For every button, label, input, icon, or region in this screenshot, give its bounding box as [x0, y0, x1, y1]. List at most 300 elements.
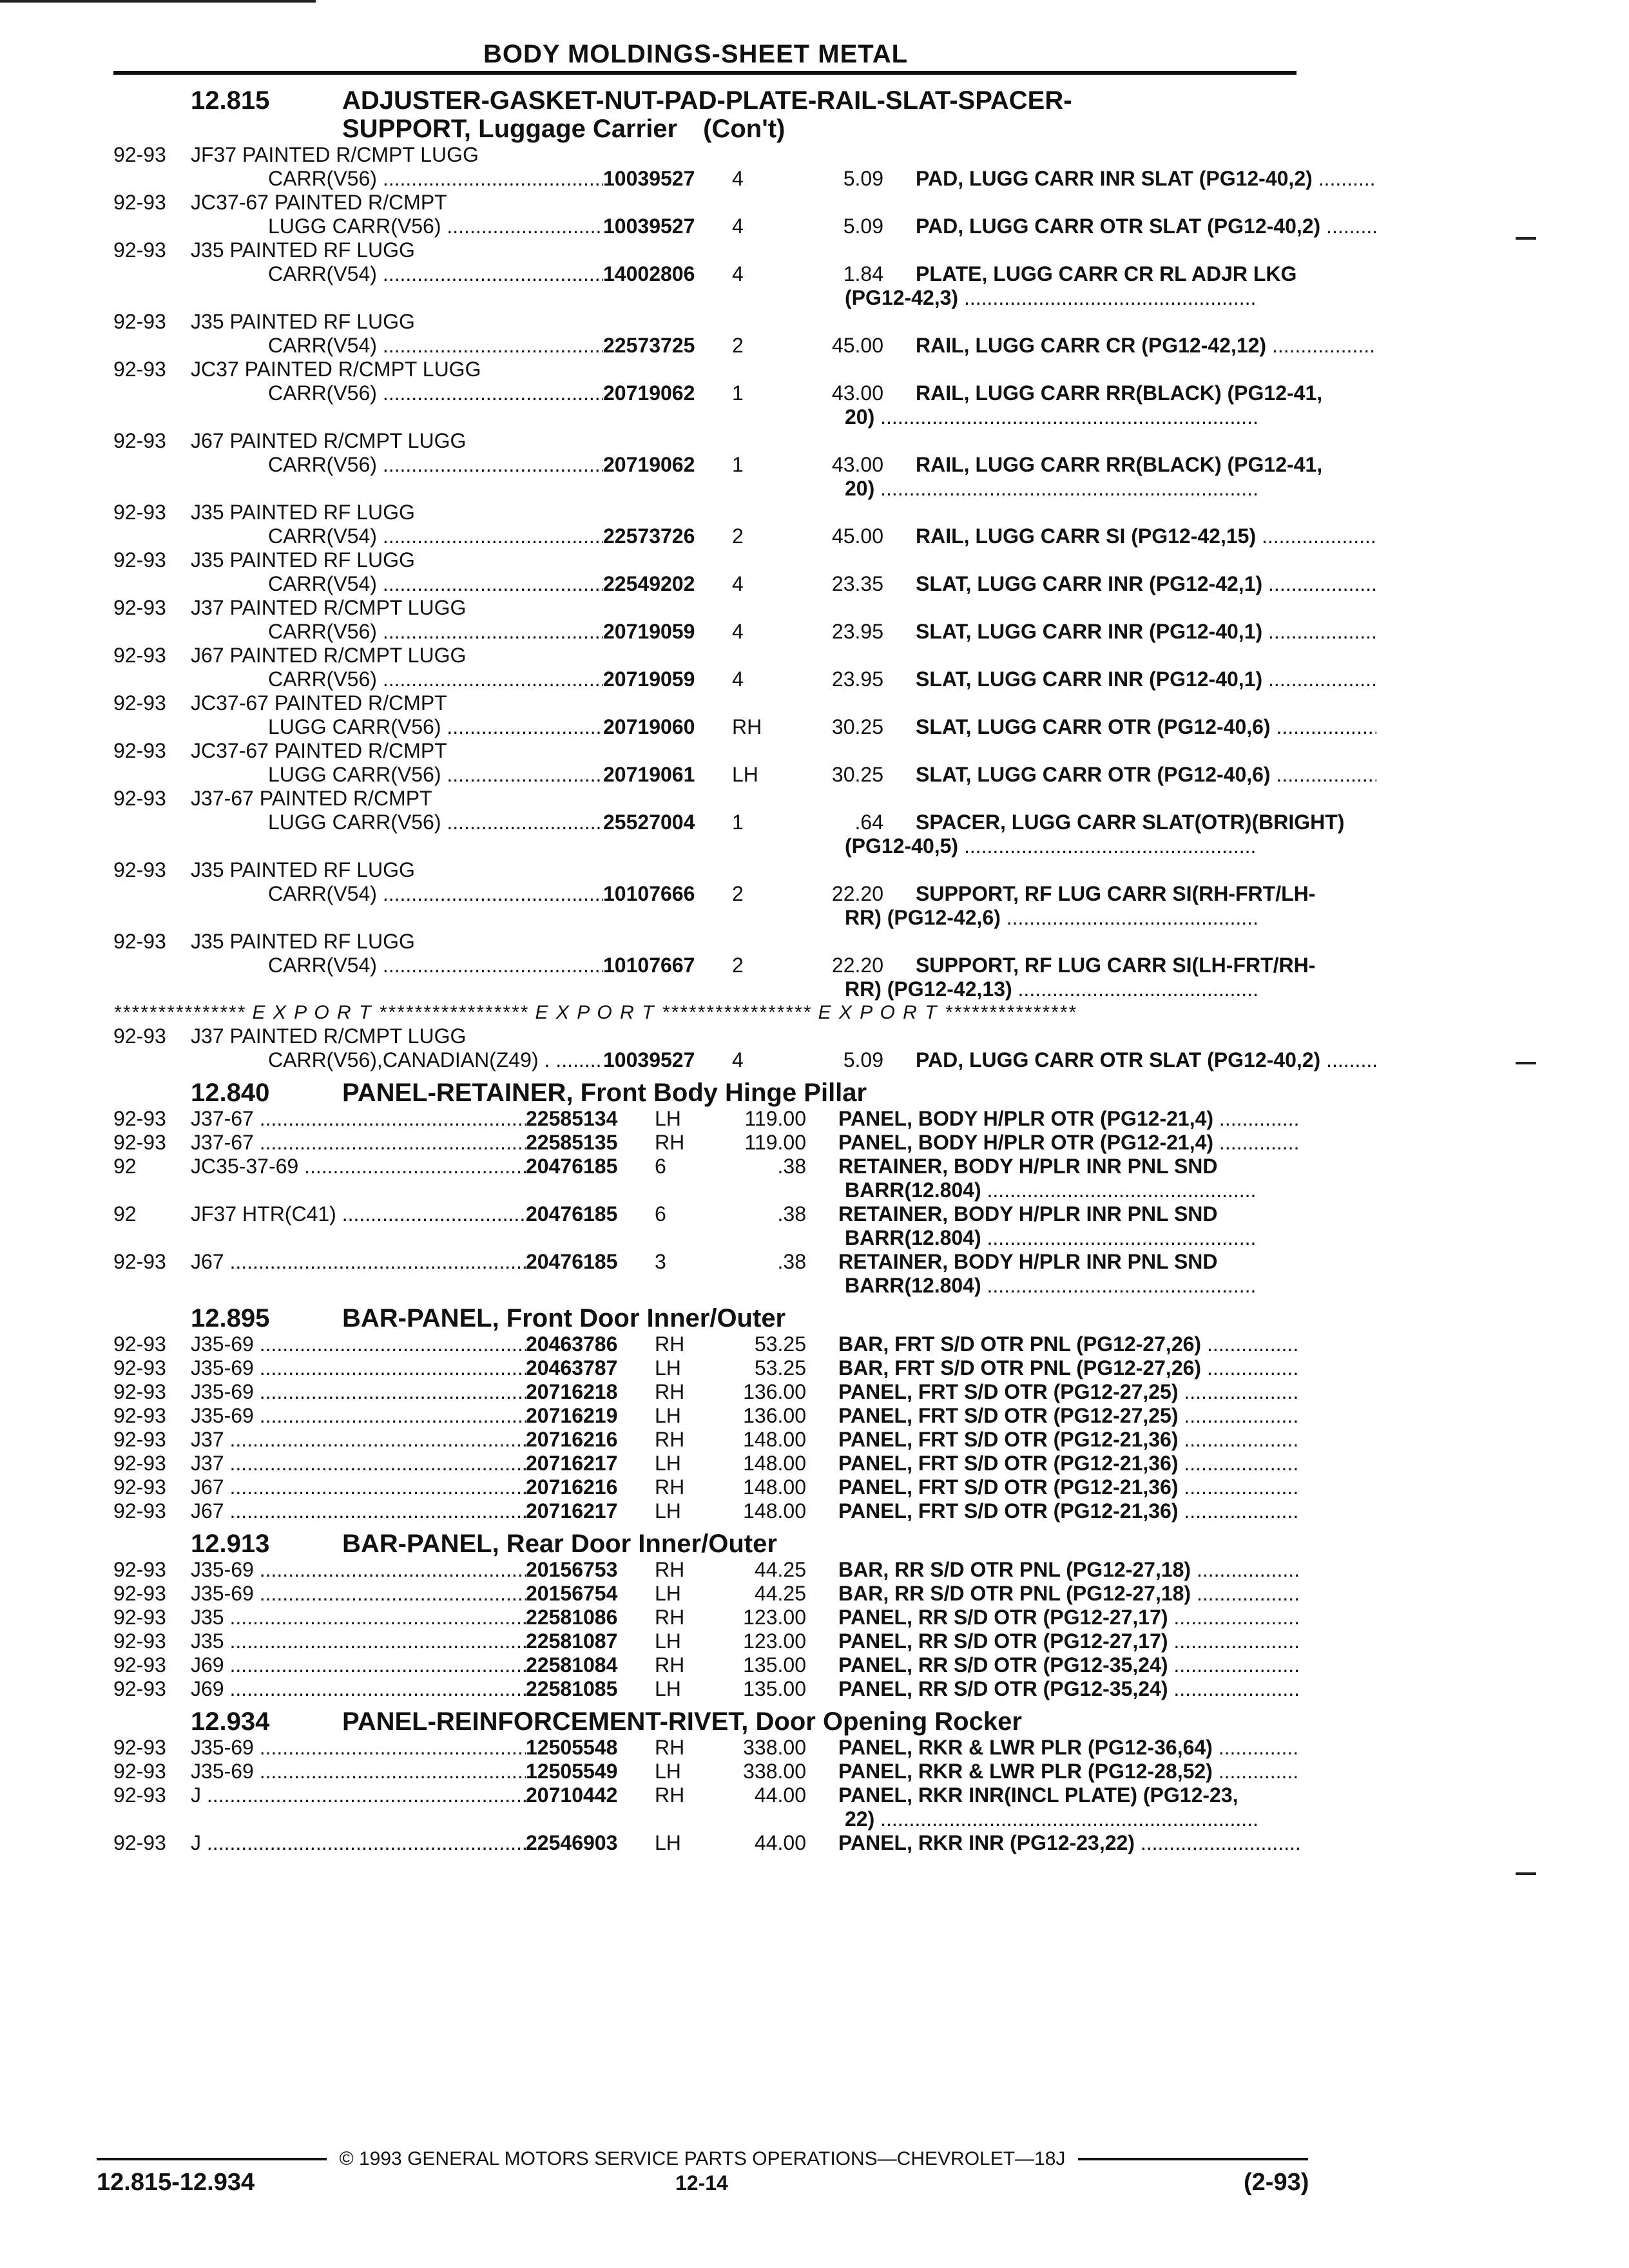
part-row	[113, 739, 1306, 763]
margin-tick	[1516, 1872, 1536, 1875]
application-line-1: JC37-67 PAINTED R/CMPT	[191, 691, 447, 715]
price: 22.20	[831, 882, 883, 905]
price: .64	[854, 811, 883, 834]
part-row-detail	[113, 668, 1306, 691]
part-description: PAD, LUGG CARR OTR SLAT (PG12-40,2) .....	[883, 215, 1376, 238]
application-line-2: CARR(V56) .....	[191, 381, 603, 405]
application: J37 .....	[191, 1428, 526, 1452]
part-number: 10039527	[603, 215, 695, 238]
model-year: 92-93	[113, 1831, 166, 1854]
price: 5.09	[843, 215, 883, 238]
price: 135.00	[743, 1677, 806, 1700]
section-gap	[113, 1523, 1306, 1528]
price: 338.00	[743, 1760, 806, 1783]
model-year: 92-93	[113, 1250, 166, 1273]
price: 1.84	[843, 262, 883, 285]
part-description: PANEL, RKR INR (PG12-23,22) .....	[806, 1831, 1299, 1855]
application-line-1: J35 PAINTED RF LUGG	[191, 548, 415, 572]
model-year: 92-93	[113, 1783, 166, 1807]
part-row	[113, 858, 1306, 882]
part-description: RETAINER, BODY H/PLR INR PNL SND	[838, 1250, 1218, 1273]
quantity: 6	[655, 1155, 666, 1178]
part-number: 20719060	[603, 715, 695, 738]
part-description: PANEL, FRT S/D OTR (PG12-27,25) .....	[806, 1380, 1299, 1404]
part-description: SUPPORT, RF LUG CARR SI(RH-FRT/LH-	[916, 882, 1316, 905]
section-title: ADJUSTER-GASKET-NUT-PAD-PLATE-RAIL-SLAT-SPACER-	[342, 86, 1072, 115]
spacer	[113, 882, 191, 906]
price: 136.00	[743, 1404, 806, 1427]
part-description: SPACER, LUGG CARR SLAT(OTR)(BRIGHT)	[916, 811, 1345, 834]
part-description-line-2: BARR(12.804) .....	[845, 1274, 1257, 1298]
application-line-2: CARR(V54) .....	[191, 954, 603, 977]
price: 23.35	[831, 572, 883, 595]
application: J35-69 .....	[191, 1582, 526, 1606]
part-number: 22581087	[526, 1629, 618, 1653]
part-description: PANEL, RKR & LWR PLR (PG12-36,64) .....	[806, 1736, 1299, 1760]
application: J .....	[191, 1831, 526, 1855]
footer-copyright	[97, 2148, 1308, 2170]
part-number: 22585135	[526, 1131, 618, 1154]
header-rule	[113, 71, 1296, 75]
top-rule	[0, 0, 316, 3]
quantity: 1	[732, 453, 744, 476]
part-row-continued	[113, 1807, 1306, 1831]
application-line-2: CARR(V54) .....	[191, 572, 603, 596]
part-row	[113, 1250, 1306, 1274]
application: J37 .....	[191, 1452, 526, 1475]
model-year: 92-93	[113, 1131, 166, 1154]
part-number: 20476185	[526, 1250, 618, 1273]
part-row	[113, 1499, 1306, 1523]
model-year: 92-93	[113, 1606, 166, 1629]
application: J69 .....	[191, 1653, 526, 1677]
model-year: 92-93	[113, 644, 166, 667]
application: J37-67 .....	[191, 1107, 526, 1131]
part-row-detail	[113, 715, 1306, 739]
quantity: LH	[655, 1582, 681, 1605]
application: J35-69 .....	[191, 1760, 526, 1783]
spacer	[113, 1226, 845, 1250]
parts-listing	[113, 85, 1345, 1860]
price: 148.00	[743, 1428, 806, 1451]
section-heading	[113, 1079, 1306, 1107]
part-number: 20719059	[603, 668, 695, 691]
part-row	[113, 143, 1306, 167]
spacer	[113, 977, 845, 1001]
quantity: 4	[732, 572, 744, 595]
spacer	[113, 215, 191, 238]
spacer	[113, 381, 191, 405]
spacer	[113, 668, 191, 691]
application-line-2: CARR(V54) .....	[191, 524, 603, 548]
section-title: BAR-PANEL, Rear Door Inner/Outer	[342, 1530, 777, 1558]
quantity: RH	[655, 1653, 685, 1677]
application-line-2: LUGG CARR(V56) .....	[191, 811, 603, 834]
price: 23.95	[831, 620, 883, 643]
price: .38	[777, 1250, 806, 1273]
part-row-detail	[113, 167, 1313, 191]
part-row	[113, 1404, 1306, 1428]
part-description: RAIL, LUGG CARR RR(BLACK) (PG12-41,	[916, 453, 1323, 476]
application-line-2: CARR(V56) .....	[191, 453, 603, 477]
quantity: LH	[655, 1831, 681, 1854]
part-description-line-2: (PG12-42,3) .....	[845, 286, 1257, 310]
part-row	[113, 1475, 1306, 1499]
quantity: RH	[655, 1131, 685, 1154]
quantity: 3	[655, 1250, 666, 1273]
part-number: 20716216	[526, 1428, 618, 1451]
application: J67 .....	[191, 1250, 526, 1274]
model-year: 92-93	[113, 1558, 166, 1581]
part-number: 22581084	[526, 1653, 618, 1677]
application-line-1: JC37 PAINTED R/CMPT LUGG	[191, 358, 481, 381]
quantity: 4	[732, 167, 744, 190]
application: JC35-37-69 .....	[191, 1155, 526, 1178]
quantity: 2	[732, 524, 744, 548]
part-row-continued	[113, 906, 1306, 930]
model-year: 92-93	[113, 596, 166, 619]
price: 123.00	[743, 1629, 806, 1653]
quantity: 2	[732, 882, 744, 905]
part-row	[113, 358, 1306, 381]
application: J67 .....	[191, 1499, 526, 1523]
part-row	[113, 1131, 1306, 1155]
quantity: 2	[732, 334, 744, 357]
model-year: 92-93	[113, 1452, 166, 1475]
application-line-1: J35 PAINTED RF LUGG	[191, 501, 415, 524]
price: 44.00	[754, 1831, 806, 1854]
part-description-line-2: 20) .....	[845, 405, 1257, 429]
part-description: PAD, LUGG CARR INR SLAT (PG12-40,2) .....	[883, 167, 1376, 191]
model-year: 92-93	[113, 358, 166, 381]
part-number: 10107667	[603, 954, 695, 977]
model-year: 92-93	[113, 1107, 166, 1130]
spacer	[113, 1048, 191, 1072]
quantity: LH	[655, 1452, 681, 1475]
quantity: RH	[655, 1475, 685, 1499]
section-number: 12.895	[191, 1304, 270, 1332]
part-number: 20463786	[526, 1332, 618, 1356]
part-description-line-2: 22) .....	[845, 1807, 1257, 1831]
part-row-continued	[113, 1178, 1306, 1202]
quantity: 4	[732, 262, 744, 285]
model-year: 92-93	[113, 858, 166, 881]
quantity: RH	[732, 715, 762, 738]
application-line-2: LUGG CARR(V56) .....	[191, 715, 603, 739]
page-number: 12-14	[675, 2171, 728, 2195]
model-year: 92-93	[113, 1629, 166, 1653]
application-line-1: JF37 PAINTED R/CMPT LUGG	[191, 143, 479, 166]
application-line-1: J35 PAINTED RF LUGG	[191, 238, 415, 262]
model-year: 92-93	[113, 739, 166, 762]
price: 136.00	[743, 1380, 806, 1403]
part-number: 20719062	[603, 453, 695, 476]
spacer	[113, 167, 191, 191]
model-year: 92-93	[113, 191, 166, 214]
price: 44.25	[754, 1558, 806, 1581]
quantity: LH	[655, 1760, 681, 1783]
part-description-line-2: (PG12-40,5) .....	[845, 834, 1257, 858]
section-number: 12.815	[191, 86, 270, 115]
application: J37-67 .....	[191, 1131, 526, 1155]
price: 23.95	[831, 668, 883, 691]
part-row-detail	[113, 215, 1321, 238]
section-number: 12.913	[191, 1530, 270, 1558]
continued-label: (Con't)	[703, 115, 786, 143]
part-description: PANEL, FRT S/D OTR (PG12-21,36) .....	[806, 1475, 1299, 1499]
application-line-2: CARR(V56),CANADIAN(Z49) . .....	[191, 1048, 603, 1072]
price: 53.25	[754, 1356, 806, 1379]
quantity: LH	[655, 1356, 681, 1379]
part-row-detail	[113, 572, 1306, 596]
part-description: BAR, RR S/D OTR PNL (PG12-27,18) .....	[806, 1558, 1299, 1582]
part-number: 20716219	[526, 1404, 618, 1427]
quantity: 1	[732, 381, 744, 405]
application-line-2: CARR(V56) .....	[191, 668, 603, 691]
spacer	[113, 262, 191, 286]
part-row	[113, 1107, 1306, 1131]
model-year: 92-93	[113, 238, 166, 262]
application-line-1: J67 PAINTED R/CMPT LUGG	[191, 644, 467, 667]
spacer	[113, 405, 845, 429]
part-number: 22581086	[526, 1606, 618, 1629]
price: 5.09	[843, 167, 883, 190]
part-number: 20710442	[526, 1783, 618, 1807]
spacer	[113, 763, 191, 787]
quantity: RH	[655, 1558, 685, 1581]
part-number: 22585134	[526, 1107, 618, 1130]
price: 148.00	[743, 1499, 806, 1523]
part-row	[113, 1736, 1306, 1760]
application-line-2: CARR(V54) .....	[191, 334, 603, 358]
part-number: 12505548	[526, 1736, 618, 1759]
part-description: SLAT, LUGG CARR OTR (PG12-40,6) .....	[883, 715, 1376, 739]
part-description: PAD, LUGG CARR OTR SLAT (PG12-40,2) .....	[883, 1048, 1376, 1072]
application: J35-69 .....	[191, 1356, 526, 1380]
part-description: PANEL, BODY H/PLR OTR (PG12-21,4) .....	[806, 1107, 1299, 1131]
spacer	[113, 715, 191, 739]
application-line-1: JC37-67 PAINTED R/CMPT	[191, 739, 447, 762]
quantity: LH	[732, 763, 758, 786]
application: JF37 HTR(C41) .....	[191, 1202, 526, 1226]
part-number: 20716216	[526, 1475, 618, 1499]
revision-date: (2-93)	[1244, 2169, 1309, 2196]
application-line-1: JC37-67 PAINTED R/CMPT	[191, 191, 447, 214]
section-gap	[113, 1701, 1306, 1706]
margin-tick	[1516, 1062, 1536, 1064]
part-row	[113, 1653, 1306, 1677]
quantity: 1	[732, 811, 744, 834]
section-number: 12.934	[191, 1707, 270, 1736]
subtitle-line	[113, 115, 1306, 143]
price: 338.00	[743, 1736, 806, 1759]
part-row-detail	[113, 763, 1306, 787]
section-heading	[113, 1707, 1306, 1736]
part-row	[113, 1380, 1306, 1404]
price: .38	[777, 1202, 806, 1225]
application: J35-69 .....	[191, 1558, 526, 1582]
part-number: 20463787	[526, 1356, 618, 1379]
price: 30.25	[831, 763, 883, 786]
part-row	[113, 1452, 1306, 1475]
section-gap	[113, 1298, 1306, 1303]
section-title: PANEL-RETAINER, Front Body Hinge Pillar	[342, 1079, 867, 1107]
section-number: 12.840	[191, 1079, 270, 1107]
footer-rule-left	[97, 2158, 327, 2160]
spacer	[113, 524, 191, 548]
part-number: 22549202	[603, 572, 695, 595]
model-year: 92-93	[113, 691, 166, 715]
price: 148.00	[743, 1452, 806, 1475]
part-number: 20719061	[603, 763, 695, 786]
application-line-2: LUGG CARR(V56) .....	[191, 215, 603, 238]
part-description: PANEL, FRT S/D OTR (PG12-21,36) .....	[806, 1499, 1299, 1523]
part-number: 20156753	[526, 1558, 618, 1581]
part-number: 20156754	[526, 1582, 618, 1605]
section-gap	[113, 1855, 1306, 1860]
part-row	[113, 1831, 1306, 1855]
part-number: 20716217	[526, 1452, 618, 1475]
section-gap	[113, 1072, 1306, 1077]
quantity: RH	[655, 1606, 685, 1629]
part-description: PANEL, RKR INR(INCL PLATE) (PG12-23,	[838, 1783, 1239, 1807]
part-row	[113, 548, 1306, 572]
application: J35-69 .....	[191, 1404, 526, 1428]
quantity: RH	[655, 1380, 685, 1403]
price: 5.09	[843, 1048, 883, 1072]
application: J69 .....	[191, 1677, 526, 1701]
part-description: BAR, FRT S/D OTR PNL (PG12-27,26) .....	[806, 1356, 1299, 1380]
section-heading	[113, 1530, 1306, 1558]
part-row	[113, 1202, 1306, 1226]
application-line-1: J35 PAINTED RF LUGG	[191, 310, 415, 333]
part-number: 10039527	[603, 167, 695, 190]
application-line-1: J37-67 PAINTED R/CMPT	[191, 787, 432, 810]
part-description-line-2: BARR(12.804) .....	[845, 1178, 1257, 1202]
part-description: PLATE, LUGG CARR CR RL ADJR LKG	[916, 262, 1297, 285]
price: 148.00	[743, 1475, 806, 1499]
price: 44.00	[754, 1783, 806, 1807]
model-year: 92-93	[113, 1356, 166, 1379]
spacer	[113, 453, 191, 477]
model-year: 92-93	[113, 501, 166, 524]
price: 44.25	[754, 1582, 806, 1605]
part-number: 20716217	[526, 1499, 618, 1523]
export-divider: *************** E X P O R T ***************** E X P O R T ***************** E X P O R T ***************	[113, 1002, 1077, 1023]
spacer	[113, 620, 191, 644]
application-line-1: J35 PAINTED RF LUGG	[191, 930, 415, 953]
price: 135.00	[743, 1653, 806, 1677]
part-row-detail	[113, 381, 1323, 405]
spacer	[113, 954, 191, 977]
part-row	[113, 1629, 1306, 1653]
part-description: BAR, FRT S/D OTR PNL (PG12-27,26) .....	[806, 1332, 1299, 1356]
spacer	[113, 1807, 845, 1831]
part-row	[113, 930, 1306, 954]
model-year: 92-93	[113, 143, 166, 166]
part-row-detail	[113, 453, 1323, 477]
spacer	[113, 834, 845, 858]
part-row-continued	[113, 477, 1306, 501]
application: J35-69 .....	[191, 1736, 526, 1760]
part-row	[113, 1356, 1306, 1380]
margin-tick	[1516, 237, 1536, 240]
application-line-1: J37 PAINTED R/CMPT LUGG	[191, 596, 467, 619]
quantity: RH	[655, 1428, 685, 1451]
part-description: BAR, RR S/D OTR PNL (PG12-27,18) .....	[806, 1582, 1299, 1606]
application: J .....	[191, 1783, 526, 1807]
part-number: 20476185	[526, 1155, 618, 1178]
application-line-1: J37 PAINTED R/CMPT LUGG	[191, 1024, 467, 1048]
application: J35-69 .....	[191, 1332, 526, 1356]
part-description: SLAT, LUGG CARR INR (PG12-40,1) .....	[883, 668, 1376, 691]
application: J35 .....	[191, 1629, 526, 1653]
part-row	[113, 787, 1306, 811]
part-number: 22581085	[526, 1677, 618, 1700]
part-description: RETAINER, BODY H/PLR INR PNL SND	[838, 1202, 1218, 1225]
model-year: 92-93	[113, 1475, 166, 1499]
quantity: RH	[655, 1783, 685, 1807]
part-row	[113, 310, 1306, 334]
part-number: 10107666	[603, 882, 695, 905]
model-year: 92-93	[113, 548, 166, 572]
part-row	[113, 1677, 1306, 1701]
quantity: 4	[732, 1048, 744, 1072]
part-description-line-2: 20) .....	[845, 477, 1257, 501]
model-year: 92-93	[113, 1024, 166, 1048]
part-row	[113, 1606, 1306, 1629]
quantity: LH	[655, 1677, 681, 1700]
part-row	[113, 1760, 1306, 1783]
part-row	[113, 1155, 1306, 1178]
part-description: PANEL, RR S/D OTR (PG12-35,24) .....	[806, 1677, 1299, 1701]
part-row	[113, 596, 1306, 620]
price: 43.00	[831, 381, 883, 405]
quantity: LH	[655, 1404, 681, 1427]
copyright-text: © 1993 GENERAL MOTORS SERVICE PARTS OPERATIONS—CHEVROLET—18J	[339, 2148, 1066, 2169]
part-row	[113, 1783, 1306, 1807]
part-number: 22573726	[603, 524, 695, 548]
quantity: LH	[655, 1499, 681, 1523]
price: 22.20	[831, 954, 883, 977]
quantity: RH	[655, 1736, 685, 1759]
part-row	[113, 429, 1306, 453]
part-row-detail	[113, 1048, 1321, 1072]
section-range: 12.815-12.934	[97, 2169, 255, 2196]
model-year: 92-93	[113, 1582, 166, 1605]
part-row-detail	[113, 882, 1316, 906]
part-description: PANEL, FRT S/D OTR (PG12-27,25) .....	[806, 1404, 1299, 1428]
part-description: PANEL, RR S/D OTR (PG12-27,17) .....	[806, 1629, 1299, 1653]
price: 119.00	[744, 1107, 806, 1130]
part-row-continued	[113, 1274, 1306, 1298]
part-description: RAIL, LUGG CARR RR(BLACK) (PG12-41,	[916, 381, 1323, 405]
part-description: PANEL, RR S/D OTR (PG12-35,24) .....	[806, 1653, 1299, 1677]
footer-rule-right	[1078, 2158, 1308, 2160]
part-row	[113, 691, 1306, 715]
quantity: LH	[655, 1629, 681, 1653]
part-description: SLAT, LUGG CARR INR (PG12-40,1) .....	[883, 620, 1376, 644]
part-number: 20716218	[526, 1380, 618, 1403]
spacer	[113, 286, 845, 310]
part-row-detail	[113, 811, 1345, 834]
spacer	[113, 1274, 845, 1298]
spacer	[113, 334, 191, 358]
model-year: 92-93	[113, 930, 166, 953]
part-description-line-2: BARR(12.804) .....	[845, 1226, 1257, 1250]
application-line-2: CARR(V56) .....	[191, 167, 603, 191]
application-line-2: LUGG CARR(V56) .....	[191, 763, 603, 787]
